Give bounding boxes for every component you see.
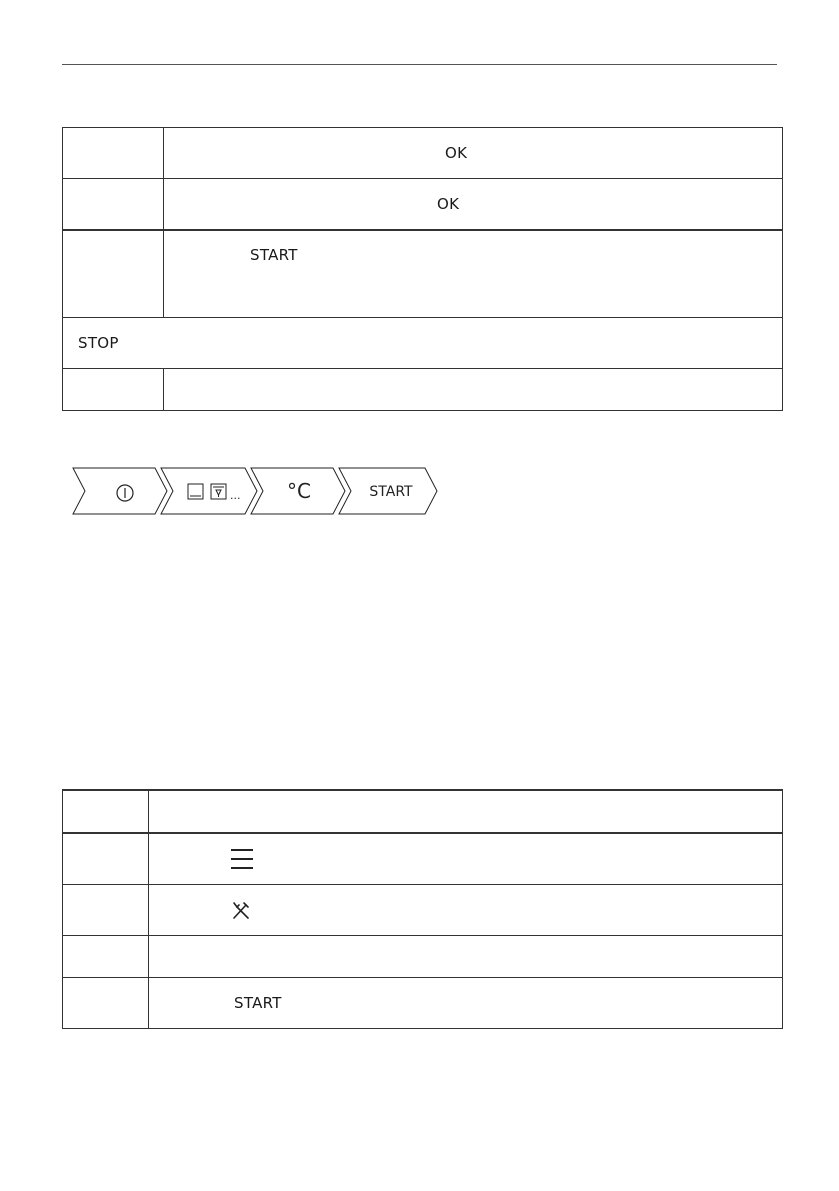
table-row — [63, 128, 783, 179]
procedure-flow-diagram — [70, 466, 440, 516]
power-icon — [117, 485, 133, 501]
content-cell — [149, 935, 783, 977]
fan-heating-icon — [211, 484, 226, 499]
start-label: START — [250, 245, 298, 264]
table-row — [63, 790, 783, 833]
content-cell — [164, 128, 783, 179]
stop-label: STOP — [78, 334, 119, 352]
table-row — [63, 318, 783, 369]
table-row — [63, 935, 783, 977]
content-cell — [164, 179, 783, 230]
fork-knife-icon — [231, 900, 251, 920]
flow-step-2 — [161, 468, 257, 514]
ok-label: OK — [437, 194, 460, 213]
table-row — [63, 884, 783, 935]
step-cell — [63, 884, 149, 935]
content-cell — [149, 833, 783, 884]
instruction-table-2 — [62, 789, 783, 1029]
more-ellipsis: ... — [230, 489, 241, 502]
ok-label: OK — [445, 144, 468, 162]
step-cell — [63, 977, 149, 1028]
table-row — [63, 977, 783, 1028]
menu-icon — [229, 847, 255, 871]
start-label: START — [234, 993, 282, 1012]
full-width-cell — [63, 318, 783, 369]
content-cell — [164, 230, 783, 318]
step-cell — [63, 833, 149, 884]
start-label: START — [369, 484, 413, 500]
step-cell — [63, 935, 149, 977]
content-cell — [149, 884, 783, 935]
content-cell — [164, 369, 783, 411]
instruction-table-1 — [62, 127, 783, 411]
table-row — [63, 833, 783, 884]
content-cell — [149, 977, 783, 1028]
step-cell — [63, 128, 164, 179]
step-cell — [63, 790, 149, 833]
flow-step-1 — [73, 468, 167, 514]
temperature-label: °C — [287, 479, 311, 503]
conventional-cooking-icon — [188, 484, 203, 499]
step-cell — [63, 230, 164, 318]
step-cell — [63, 369, 164, 411]
table-row — [63, 369, 783, 411]
header-rule — [62, 64, 777, 65]
table-row — [63, 230, 783, 318]
table-row — [63, 179, 783, 230]
step-cell — [63, 179, 164, 230]
content-cell — [149, 790, 783, 833]
